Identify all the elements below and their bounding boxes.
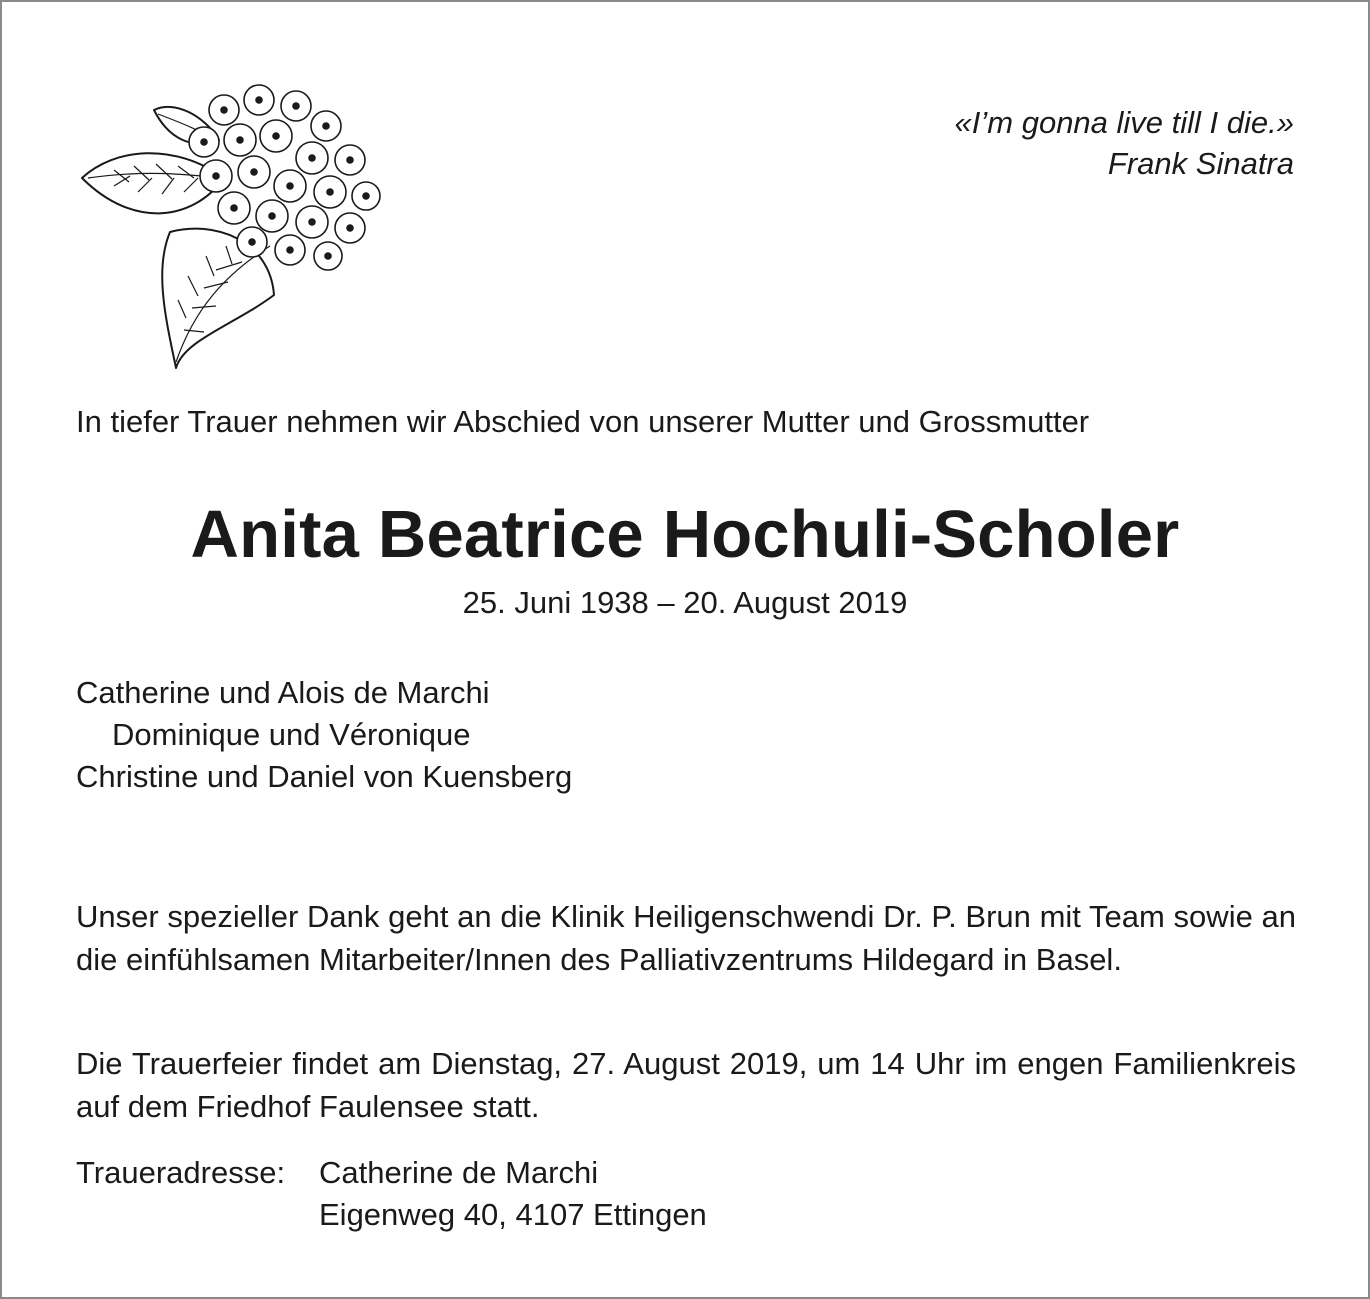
hydrangea-illustration: [74, 70, 392, 372]
address-street: Eigenweg 40, 4107 Ettingen: [319, 1197, 707, 1232]
address-label: Traueradresse:: [76, 1155, 286, 1190]
family-list: [76, 672, 572, 798]
family-member: Dominique und Véronique: [112, 717, 471, 752]
life-dates: 25. Juni 1938 – 20. August 2019: [462, 585, 908, 620]
quote-author: Frank Sinatra: [1107, 146, 1294, 181]
thanks-paragraph: Unser spezieller Dank geht an die Klinik Heiligenschwendi Dr. P. Brun mit Team sowie an die einfühlsamen Mitarbeiter/Innen des Palliativzentrums Hildegard in Basel.: [76, 899, 1296, 977]
deceased-name: Anita Beatrice Hochuli-Scholer: [190, 497, 1180, 572]
family-member: Catherine und Alois de Marchi: [76, 675, 490, 710]
address-name: Catherine de Marchi: [319, 1155, 599, 1190]
family-member: Christine und Daniel von Kuensberg: [76, 759, 573, 794]
quote-block: [955, 102, 1294, 184]
ceremony-paragraph: Die Trauerfeier findet am Dienstag, 27. August 2019, um 14 Uhr im engen Familienkreis auf dem Friedhof Faulensee statt.: [76, 1046, 1296, 1124]
mourning-address: [76, 1152, 707, 1236]
quote-text: «I’m gonna live till I die.»: [954, 105, 1294, 140]
intro-line: In tiefer Trauer nehmen wir Abschied von unserer Mutter und Grossmutter: [76, 404, 1090, 439]
